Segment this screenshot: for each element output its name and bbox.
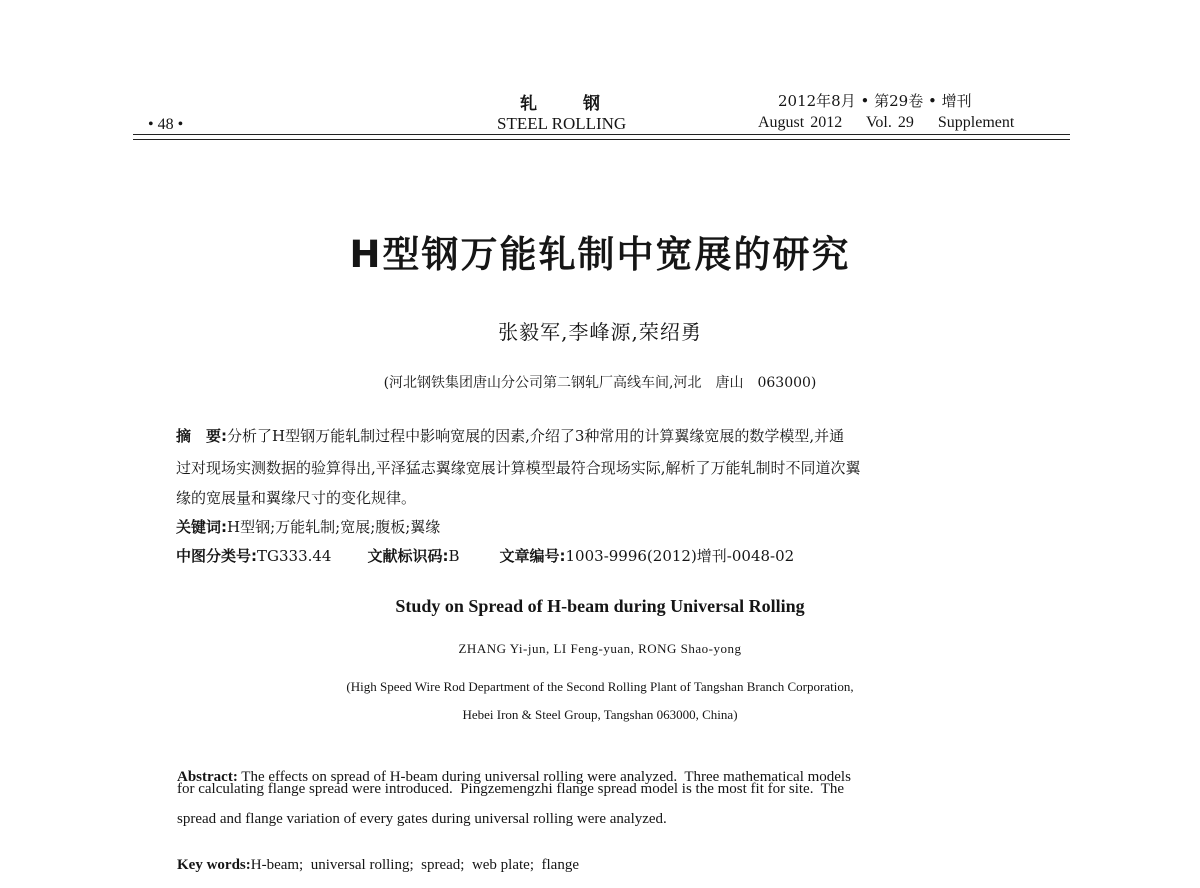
issue-info-en: August 2012 Vol. 29 Supplement [758, 114, 1015, 131]
class-number-value: TG333.44 [257, 547, 332, 565]
keywords-en [177, 840, 579, 874]
keywords-en-label: Key words: [177, 857, 251, 873]
keywords-cn [176, 516, 1036, 537]
article-number-label: 文章编号: [499, 547, 566, 565]
authors-cn: 张毅军,李峰源,荣绍勇 [498, 320, 702, 344]
abstract-cn-line-1 [176, 425, 1036, 446]
journal-name-cn-char-2: 钢 [583, 94, 602, 114]
abstract-en-line-3: spread and flange variation of every gates during universal rolling were analyzed. [177, 811, 667, 827]
keywords-cn-text: H型钢;万能轧制;宽展;腹板;翼缘 [227, 518, 441, 536]
page-number: • 48 • [148, 116, 184, 133]
abstract-cn-line-2: 过对现场实测数据的验算得出,平泽猛志翼缘宽展计算模型最符合现场实际,解析了万能轧制时不同道次翼 [176, 459, 861, 477]
abstract-en-text-1: The effects on spread of H-beam during universal rolling were analyzed. Three mathematical models [237, 769, 851, 785]
article-title-cn: H型钢万能轧制中宽展的研究 [349, 233, 851, 276]
journal-name-cn [520, 89, 602, 114]
abstract-cn-text-1: 分析了H型钢万能轧制过程中影响宽展的因素,介绍了3种常用的计算翼缘宽展的数学模型,并通 [227, 427, 845, 445]
article-number-value: 1003-9996(2012)增刊-0048-02 [565, 547, 795, 565]
affiliation-en-line-2: Hebei Iron & Steel Group, Tangshan 063000, China) [462, 707, 738, 722]
keywords-cn-label: 关键词: [176, 518, 227, 536]
class-number-label: 中图分类号: [176, 547, 257, 565]
doc-code-label: 文献标识码: [367, 547, 449, 565]
doc-code-value: B [448, 547, 460, 565]
header-rule-bottom [133, 139, 1070, 140]
article-title-en: Study on Spread of H-beam during Universal Rolling [395, 596, 805, 616]
abstract-en-line-2: for calculating flange spread were introduced. Pingzemengzhi flange spread model is the most fit for site. The [177, 781, 845, 797]
classification-line [176, 545, 1036, 566]
header-rule-top [133, 134, 1070, 135]
abstract-cn-line-3: 缘的宽展量和翼缘尺寸的变化规律。 [176, 489, 417, 507]
affiliation-en-line-1: (High Speed Wire Rod Department of the Second Rolling Plant of Tangshan Branch Corporation, [346, 679, 854, 694]
keywords-en-text: H-beam; universal rolling; spread; web plate; flange [250, 857, 579, 873]
authors-en: ZHANG Yi-jun, LI Feng-yuan, RONG Shao-yong [458, 641, 742, 656]
abstract-en-label: Abstract: [177, 769, 238, 785]
abstract-cn-label: 摘 要: [176, 427, 227, 445]
journal-name-cn-char-1: 轧 [520, 94, 539, 114]
affiliation-cn: (河北钢铁集团唐山分公司第二钢轧厂高线车间,河北 唐山 063000) [383, 375, 817, 391]
journal-name-en: STEEL ROLLING [497, 114, 627, 133]
issue-info-cn: 2012年8月 • 第29卷 • 增刊 [778, 92, 972, 110]
